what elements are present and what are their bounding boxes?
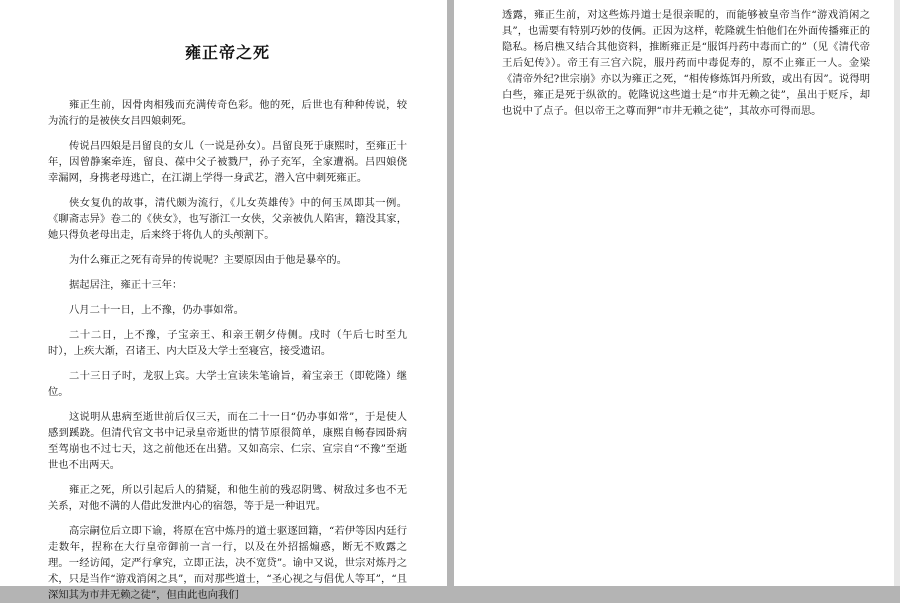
paragraph: 据起居注，雍正十三年：	[69, 279, 183, 291]
scrollbar[interactable]	[894, 0, 900, 586]
paragraph: 雍正之死，所以引起后人的猜疑，和他生前的残忍阴骘、树敌过多也不无关系，对他不满的人借此发泄内心的宿怨，等于是一种诅咒。	[48, 484, 407, 512]
document-page-left	[0, 0, 447, 601]
paragraph: 八月二十一日，上不豫，仍办事如常。	[69, 304, 245, 316]
paragraph: 这说明从患病至逝世前后仅三天，而在二十一日“仍办事如常”，于是使人感到蹊跷。但清代官文书中记录皇帝逝世的情节原很简单，康熙自畅春园卧病至驾崩也不过七天，这之前他还在出猎。又如高宗、仁宗、宣宗自“不豫”至逝世也不出两天。	[48, 411, 407, 471]
paragraph: 雍正生前，因骨肉相残而充满传奇色彩。他的死，后世也有种种传说，较为流行的是被侠女吕四娘刺死。	[48, 99, 407, 127]
paragraph: 高宗嗣位后立即下谕，将原在宫中炼丹的道士驱逐回籍，“若伊等因内廷行走数年，捏称在大行皇帝御前一言一行，以及在外招摇煽惑，断无不败露之理。一经访闻，定严行拿究，立即正法，决不宽贷”。谕中又说，世宗对炼丹之术，只是当作“游戏消闲之具”，而对那些道士，“圣心视之与倡优人等耳”，“且深知其为市井无赖之徒”，但由此也向我们	[48, 525, 407, 601]
paragraph: 传说吕四娘是吕留良的女儿（一说是孙女）。吕留良死于康熙时，至雍正十年，因曾静案牵连，留良、葆中父子被戮尸，孙子充军，全家遭祸。吕四娘侥幸漏网，身携老母逃亡，在江湖上学得一身武艺，潜入宫中刺死雍正。	[48, 140, 407, 184]
paragraph: 二十三日子时，龙驭上宾。大学士宣读朱笔谕旨，着宝亲王（即乾隆）继位。	[48, 370, 407, 398]
paragraph: 侠女复仇的故事，清代颇为流行，《儿女英雄传》中的何玉凤即其一例。《聊斋志异》卷二的《侠女》，也写浙江一女侠，父亲被仇人陷害，籍没其家，她只得负老母出走，后来终于将仇人的头颅割下。	[48, 197, 407, 241]
document-page-right	[454, 0, 900, 586]
paragraph: 为什么雍正之死有奇异的传说呢？主要原因由于他是暴卒的。	[69, 254, 348, 266]
paragraph: 二十二日，上不豫，子宝亲王、和亲王朝夕侍侧。戌时（午后七时至九时），上疾大渐，召诸王、内大臣及大学士至寝宫，接受遗诏。	[48, 329, 407, 357]
article-title: 雍正帝之死	[184, 43, 270, 62]
paragraph: 透露，雍正生前，对这些炼丹道士是很亲昵的，而能够被皇帝当作“游戏消闲之具”，也需要有特别巧妙的伎俩。正因为这样，乾隆就生怕他们在外面传播雍正的隐私。杨启樵又结合其他资料，推断雍正是“服饵丹药中毒而亡的”（见《清代帝王后妃传》）。帝王有三宫六院，服丹药而中毒促寿的，原不止雍正一人。金梁《清帝外纪?世宗崩》亦以为雍正之死，“相传修炼饵丹所致，或出有因”。说得明白些，雍正是死于纵欲的。乾隆说这些道士是“市井无赖之徒”，虽出于贬斥，却也说中了点子。但以帝王之尊而狎“市井无赖之徒”，其故亦可得而思。	[502, 9, 870, 117]
